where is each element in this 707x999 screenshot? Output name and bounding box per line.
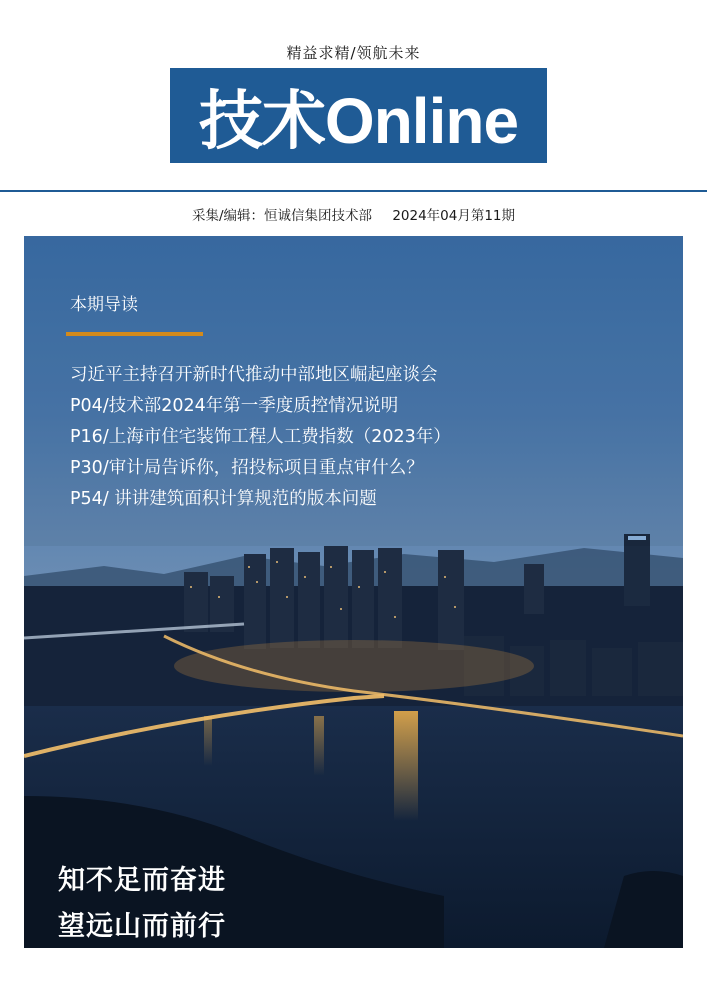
table-of-contents <box>70 364 451 519</box>
toc-item: P16/上海市住宅装饰工程人工费指数（2023年） <box>70 427 451 447</box>
credit-issue: 2024年04月第11期 <box>392 208 516 224</box>
toc-item: P54/ 讲讲建筑面积计算规范的版本问题 <box>70 489 377 509</box>
toc-item: P04/技术部2024年第一季度质控情况说明 <box>70 396 399 416</box>
masthead-title: 技术Online <box>170 68 547 163</box>
city-night-scene <box>24 236 683 948</box>
credit-line <box>0 204 707 224</box>
toc-item: 习近平主持召开新时代推动中部地区崛起座谈会 <box>70 365 438 385</box>
slogan: 精益求精/领航未来 <box>286 44 421 62</box>
motto-line-1: 知不足而奋进 <box>58 865 226 896</box>
section-underline <box>66 332 203 336</box>
motto-line-2: 望远山而前行 <box>58 911 226 942</box>
section-title: 本期导读 <box>70 295 138 315</box>
header-divider <box>0 190 707 192</box>
toc-item: P30/审计局告诉你，招投标项目重点审什么？ <box>70 458 424 478</box>
cover-image <box>24 236 683 948</box>
credit-editor: 采集/编辑：恒诚信集团技术部 <box>191 208 373 224</box>
